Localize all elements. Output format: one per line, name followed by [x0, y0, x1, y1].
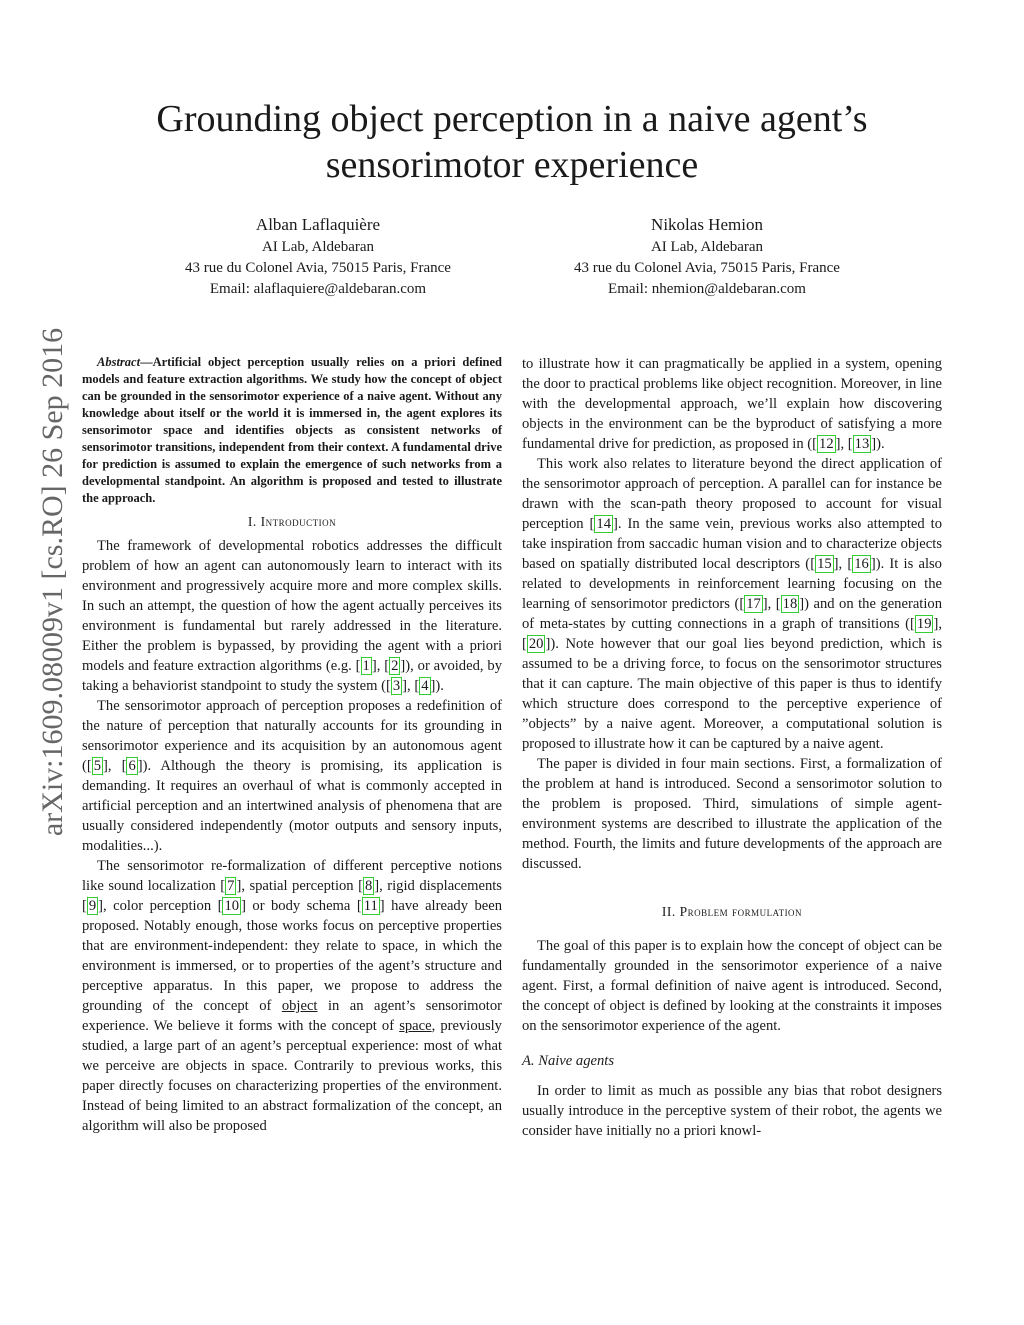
citation-link[interactable]: 6: [128, 758, 136, 774]
abstract-label: Abstract: [97, 355, 141, 369]
author-name: Alban Laflaquière: [255, 215, 381, 234]
author-address: 43 rue du Colonel Avia, 75015 Paris, France: [185, 260, 451, 276]
author-affiliation: AI Lab, Aldebaran: [261, 239, 375, 255]
paragraph-intro-6: The paper is divided in four main sections. First, a formalization of the problem at hand is introduced. Second a sensorimotor solution to the problem is proposed. Third, simulations of simple agent-environment systems are described to illustrate the application of the method. Fourth, the limits and future developments of the approach are discussed.: [522, 756, 942, 872]
author-name: Nikolas Hemion: [651, 215, 763, 234]
author-affiliation: AI Lab, Aldebaran: [650, 239, 764, 255]
left-column: [82, 354, 502, 1136]
citation-link[interactable]: 16: [854, 556, 869, 572]
title-line-1: Grounding object perception in a naive agent’s: [156, 98, 868, 140]
citation-link[interactable]: 3: [392, 678, 401, 694]
arxiv-identifier: arXiv:1609.08009v1 [cs.RO] 26 Sep 2016: [36, 327, 69, 837]
citation-link[interactable]: 13: [854, 436, 870, 452]
paper-title: [90, 96, 934, 188]
citation-link[interactable]: 9: [88, 898, 97, 914]
citation-link[interactable]: 19: [916, 616, 932, 632]
citation-link[interactable]: 17: [746, 596, 761, 612]
subsection-heading-naive-agents: A. Naive agents: [522, 1053, 615, 1069]
right-column: [522, 354, 942, 1141]
paragraph-intro-5: This work also relates to literature beyond the direct application of the sensorimotor approach of perception. A parallel can for instance be drawn with the scan-path theory proposed to account for visual perception [ 14 ]. In the same vein, previous works also attempted to take inspiration from saccadic human vision and to characterize objects based on spatially distributed local descriptors ([ 15 ], [ 16 ]). It is also related to developments in reinforcement learning focusing on the learning of sensorimotor predictors ([ 17 ], [ 18 ]) and on the generation of meta-states by cutting connections in a graph of transitions ([ 19 ], [ 20 ]). Note however that our goal lies beyond prediction, which is assumed to be a driving force, to focus on the sensorimotor structures that it can capture. The main objective of this paper is thus to identify which structure does correspond to the perceptive experience of ”objects” by a naive agent. Moreover, a computational solution is proposed to illustrate how it can be captured by a naive agent.: [522, 456, 942, 752]
title-line-2: sensorimotor experience: [325, 144, 699, 186]
citation-link[interactable]: 20: [528, 636, 544, 652]
paragraph-intro-2: The sensorimotor approach of perception proposes a redefinition of the nature of perception that naturally accounts for its grounding in sensorimotor experience and its acquisition by an autonomous agent ([ 5 ], [ 6 ]). Although the theory is promising, its application is demanding. It requires an overhaul of what is commonly accepted in artificial perception and an intertwined analysis of phenomena that are usually considered independently (motor outputs and sensory inputs, modalities...).: [82, 698, 502, 854]
author-block-1: [108, 213, 528, 300]
author-email: Email: nhemion@aldebaran.com: [608, 281, 806, 297]
section-heading-introduction: I. Introduction: [247, 514, 337, 529]
paragraph-intro-3: The sensorimotor re-formalization of different perceptive notions like sound localization [ 7 ], spatial perception [ 8 ], rigid displacements [ 9 ], color perception [ 10 ] or body schema [ 11 ] have already been proposed. Notably enough, those works focus on perceptive properties that are environment-independent: they relate to space, in which the environment is immersed, or to properties of the agent’s structure and perceptive apparatus. In this paper, we propose to address the grounding of the concept of object in an agent’s sensorimotor experience. We believe it forms with the concept of space, previously studied, a large part of an agent’s perceptual experience: most of what we perceive are objects in space. Contrarily to previous works, this paper directly focuses on characterizing properties of the environment. Instead of being limited to an abstract formalization of the concept, an algorithm will also be proposed: [82, 858, 503, 1134]
citation-link[interactable]: 7: [227, 878, 235, 894]
citation-link[interactable]: 18: [782, 596, 798, 612]
paragraph-intro-4: to illustrate how it can pragmatically be applied in a system, opening the door to practical problems like object recognition. Moreover, in line with the developmental approach, we’ll explain how discovering objects in the environment can be the byproduct of satisfying a more fundamental drive for prediction, as proposed in ([ 12 ], [ 13 ]).: [522, 356, 942, 452]
citation-link[interactable]: 10: [224, 898, 240, 914]
citation-link[interactable]: 8: [364, 878, 373, 894]
author-address: 43 rue du Colonel Avia, 75015 Paris, France: [574, 260, 840, 276]
emphasis-object: object: [281, 998, 318, 1014]
citation-link[interactable]: 12: [819, 436, 834, 452]
paragraph-problem-1: The goal of this paper is to explain how the concept of object can be fundamentally grounded in the sensorimotor experience of a naive agent. First, a formal definition of naive agent is introduced. Second, the concept of object is defined by looking at the constraints it imposes on the sensorimotor experience of the agent.: [522, 938, 942, 1034]
citation-link[interactable]: 1: [362, 658, 370, 674]
citation-link[interactable]: 14: [596, 516, 611, 532]
citation-link[interactable]: 4: [421, 678, 429, 694]
paragraph-intro-1: The framework of developmental robotics addresses the difficult problem of how an agent can autonomously learn to interact with its environment and progressively acquire more and more complex skills. In such an attempt, the question of how the agent actually perceives its environment is fundamental but rarely addressed in the literature. Either the problem is bypassed, by providing the agent with a priori models and feature extraction algorithms (e.g. [ 1 ], [ 2 ]), or avoided, by taking a behaviorist standpoint to study the system ([ 3 ], [ 4 ]).: [82, 538, 502, 694]
section-heading-problem-formulation: II. Problem formulation: [661, 904, 803, 919]
citation-link[interactable]: 11: [363, 898, 378, 914]
citation-link[interactable]: 5: [93, 758, 102, 774]
abstract-text: —Artificial object perception usually relies on a priori defined models and feature extraction algorithms. We study how the concept of object can be grounded in the sensorimotor experience of a naive agent. Without any knowledge about itself or the world it is immersed in, the agent explores its sensorimotor space and identifies objects as consistent networks of sensorimotor transitions, independent from their context. A fundamental drive for prediction is assumed to explain the emergence of such networks from a developmental standpoint. An algorithm is proposed and tested to illustrate the approach.: [82, 355, 502, 505]
citation-link[interactable]: 15: [817, 556, 832, 572]
emphasis-space: space: [399, 1018, 432, 1034]
paragraph-naive-agents-1: In order to limit as much as possible any bias that robot designers usually introduce in the perceptive system of their robot, the agents we consider have initially no a priori knowl-: [522, 1083, 942, 1139]
author-block-2: [497, 213, 917, 300]
abstract: [82, 354, 502, 507]
citation-link[interactable]: 2: [391, 658, 399, 674]
author-email: Email: alaflaquiere@aldebaran.com: [209, 281, 427, 297]
